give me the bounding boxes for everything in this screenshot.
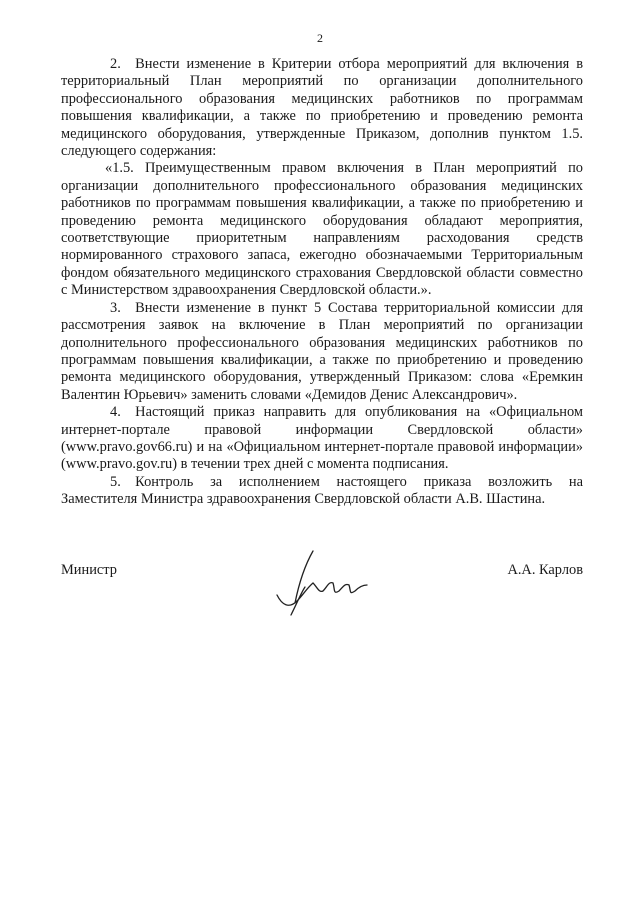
signer-name: А.А. Карлов — [507, 562, 583, 578]
signer-position: Министр — [61, 562, 117, 578]
paragraph-4: 4. Настоящий приказ направить для опубликования на «Официальном интернет-портале правовой информации Свердловской области» (www.pravo.gov66.ru) и на «Официальном интернет-портале правовой информации» (www.pravo.gov.ru) в течении трех дней с момента подписания. — [61, 404, 583, 473]
paragraph-3: 3. Внести изменение в пункт 5 Состава территориальной комиссии для рассмотрения заявок на включение в План мероприятий по организации дополнительного профессионального образования медицинских работников по программам повышения квалификации, а также по приобретению и проведению ремонта медицинского оборудования, утвержденный Приказом: слова «Еремкин Валентин Юрьевич» заменить словами «Демидов Денис Александрович». — [61, 299, 583, 403]
signature-block — [61, 558, 583, 628]
document-body — [61, 56, 583, 509]
handwritten-signature — [247, 543, 397, 623]
paragraph-2: 2. Внести изменение в Критерии отбора мероприятий для включения в территориальный План мероприятий по организации дополнительного профессионального образования медицинских работников по программам повышения квалификации, а также по приобретению и проведению ремонта медицинского оборудования, утвержденные Приказом, дополнив пунктом 1.5. следующего содержания: — [61, 56, 583, 160]
paragraph-quote-1-5: «1.5. Преимущественным правом включения в План мероприятий по организации дополнительного профессионального образования медицинских работников по программам повышения квалификации, а также по приобретению и проведению ремонта медицинского оборудования обладают мероприятия, соответствующие приоритетным направлениям расходования средств нормированного страхового запаса, ежегодно обозначаемыми Территориальным фондом обязательного медицинского страхования Свердловской области совместно с Министерством здравоохранения Свердловской области.». — [61, 160, 583, 299]
page-number: 2 — [317, 31, 323, 45]
paragraph-5: 5. Контроль за исполнением настоящего приказа возложить на Заместителя Министра здравоохранения Свердловской области А.В. Шастина. — [61, 473, 583, 508]
